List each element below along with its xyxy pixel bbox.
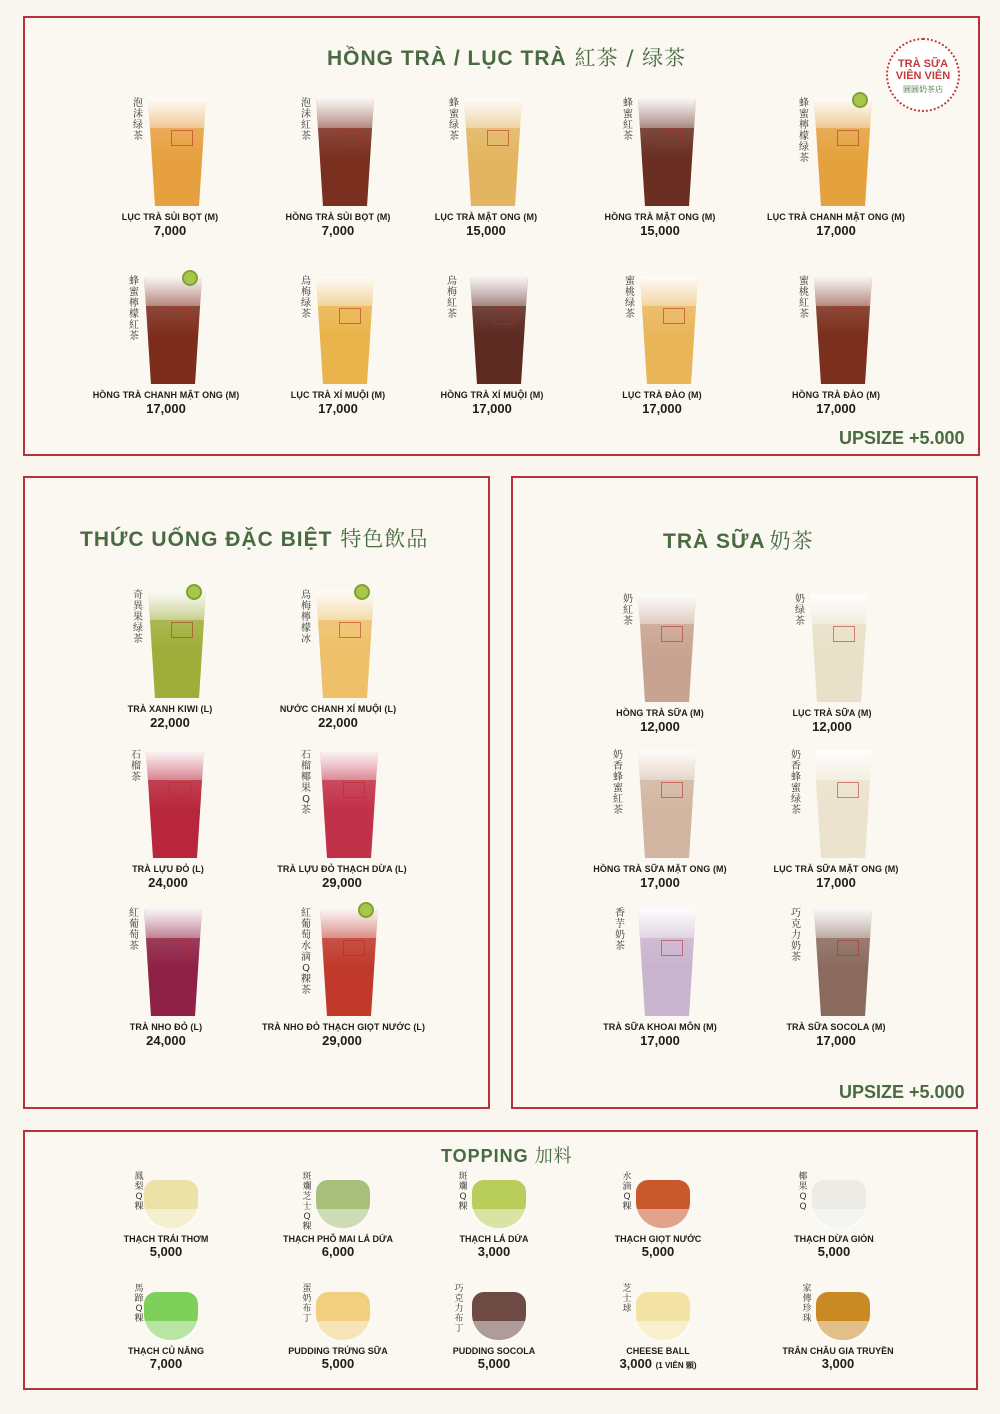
item-name-cn: 奶绿茶 — [795, 594, 805, 627]
item-name-cn: 蜂蜜绿茶 — [449, 98, 459, 142]
item-name: CHEESE BALL — [626, 1346, 690, 1356]
bowl-icon — [316, 1292, 370, 1340]
topping-image — [263, 1170, 413, 1234]
item-name: HỒNG TRÀ SỦI BỌT (M) — [285, 212, 391, 222]
menu-item — [756, 268, 916, 416]
tea-title-cn: 紅茶 / 绿茶 — [574, 46, 687, 70]
item-name-cn: 蜜桃绿茶 — [625, 276, 635, 320]
item-name-cn: 石榴茶 — [131, 750, 141, 783]
item-name: LỤC TRÀ ĐÀO (M) — [622, 390, 702, 400]
tea-section-title — [327, 42, 686, 72]
lemon-slice-icon — [182, 270, 198, 286]
tea-upsize-note: UPSIZE +5.000 — [839, 428, 965, 448]
menu-item — [756, 90, 916, 238]
item-price: 17,000 — [816, 223, 856, 238]
item-name: HỒNG TRÀ ĐÀO (M) — [791, 390, 881, 400]
drink-image — [580, 742, 740, 862]
cup-icon — [470, 276, 528, 384]
item-name-cn: 香芋奶茶 — [615, 908, 625, 952]
cup-icon — [316, 98, 374, 206]
bowl-icon — [472, 1180, 526, 1228]
cup-icon — [320, 750, 378, 858]
cup-icon — [814, 750, 872, 858]
bowl-icon — [636, 1180, 690, 1228]
item-price: 17,000 — [318, 401, 358, 416]
milk-tea-title-cn: 奶茶 — [769, 529, 814, 553]
item-name: THẠCH LÁ DỨA — [459, 1234, 529, 1244]
cup-icon — [146, 750, 204, 858]
item-price: 17,000 — [640, 875, 680, 890]
item-name: TRÀ NHO ĐỎ (L) — [129, 1022, 203, 1032]
menu-item — [262, 900, 426, 1048]
bowl-icon — [816, 1292, 870, 1340]
item-price: 17,000 — [816, 401, 856, 416]
item-price: 17,000 — [816, 875, 856, 890]
cup-icon — [814, 98, 872, 206]
drink-image — [756, 268, 916, 388]
drink-image — [752, 586, 912, 706]
item-price: 12,000 — [640, 719, 680, 734]
item-price: 5,000 — [149, 1244, 183, 1259]
item-price: 5,000 — [817, 1244, 851, 1259]
item-name: PUDDING TRỨNG SỮA — [288, 1346, 388, 1356]
topping-image — [759, 1170, 909, 1234]
special-section-title — [80, 523, 428, 553]
logo-line2: VIÊN VIÊN — [895, 70, 951, 82]
topping-title-cn: 加料 — [534, 1146, 573, 1167]
item-name: PUDDING SOCOLA — [452, 1346, 536, 1356]
item-price: 7,000 — [321, 223, 355, 238]
item-price: 5,000 — [641, 1244, 675, 1259]
topping-item — [91, 1282, 241, 1371]
milk-tea-upsize-note: UPSIZE +5.000 — [839, 1082, 965, 1102]
topping-image — [419, 1282, 569, 1346]
bowl-icon — [316, 1180, 370, 1228]
cup-icon — [316, 590, 374, 698]
menu-item — [258, 90, 418, 238]
menu-item — [262, 742, 422, 890]
menu-item — [580, 586, 740, 734]
item-price: 15,000 — [640, 223, 680, 238]
menu-item — [752, 586, 912, 734]
drink-image — [90, 582, 250, 702]
item-name-cn: 椰果QQ — [798, 1172, 808, 1212]
drink-image — [580, 900, 740, 1020]
item-name: THẠCH DỪA GIÒN — [794, 1234, 874, 1244]
lemon-slice-icon — [852, 92, 868, 108]
special-title-cn: 特色飲品 — [340, 527, 429, 551]
item-name-cn: 紅葡萄茶 — [129, 908, 139, 952]
cup-icon — [814, 276, 872, 384]
item-price: 3,000 — [821, 1356, 855, 1371]
cup-icon — [638, 98, 696, 206]
item-name-cn: 石榴椰果Q茶 — [301, 750, 311, 816]
item-name-cn: 巧克力布丁 — [454, 1284, 464, 1334]
item-price: 15,000 — [466, 223, 506, 238]
topping-item — [419, 1170, 569, 1259]
item-name-cn: 奶香蜂蜜紅茶 — [613, 750, 623, 816]
item-price: 5,000 — [477, 1356, 511, 1371]
item-name: TRÀ XANH KIWI (L) — [127, 704, 213, 714]
cup-icon — [144, 908, 202, 1016]
topping-title-vn: TOPPING — [441, 1146, 529, 1166]
topping-item — [419, 1282, 569, 1371]
drink-image — [580, 586, 740, 706]
menu-item — [406, 90, 566, 238]
cup-icon — [640, 276, 698, 384]
item-name: TRÀ SỮA KHOAI MÔN (M) — [603, 1022, 717, 1032]
bowl-icon — [812, 1180, 866, 1228]
topping-image — [583, 1282, 733, 1346]
item-price: 17,000 — [146, 401, 186, 416]
cup-icon — [148, 98, 206, 206]
item-name: TRÀ NHO ĐỎ THẠCH GIỌT NƯỚC (L) — [262, 1022, 426, 1032]
item-name-cn: 泡沫紅茶 — [301, 98, 311, 142]
item-price: 17,000 — [642, 401, 682, 416]
cup-icon — [320, 908, 378, 1016]
item-name-cn: 蜂蜜紅茶 — [623, 98, 633, 142]
menu-item — [580, 90, 740, 238]
item-name-cn: 斑斕Q粿 — [458, 1172, 468, 1212]
bowl-icon — [144, 1180, 198, 1228]
item-price: 7,000 — [153, 223, 187, 238]
item-name-cn: 奇異果绿茶 — [133, 590, 143, 645]
item-name-cn: 奶紅茶 — [623, 594, 633, 627]
drink-image — [86, 268, 246, 388]
item-price: 6,000 — [321, 1244, 355, 1259]
tea-title-vn: HỒNG TRÀ / LỤC TRÀ — [327, 47, 567, 70]
item-name-cn: 家傳珍珠 — [802, 1284, 812, 1324]
topping-image — [91, 1170, 241, 1234]
cup-icon — [316, 276, 374, 384]
item-price: 5,000 — [321, 1356, 355, 1371]
item-name: HỒNG TRÀ XÍ MUỘI (M) — [440, 390, 544, 400]
item-name: LỤC TRÀ SỦI BỌT (M) — [121, 212, 219, 222]
item-name-cn: 馬蹄Q粿 — [134, 1284, 144, 1324]
item-price: 29,000 — [322, 875, 362, 890]
item-price: 12,000 — [812, 719, 852, 734]
topping-item — [763, 1282, 913, 1371]
drink-image — [756, 742, 916, 862]
menu-item — [756, 900, 916, 1048]
topping-item — [583, 1170, 733, 1259]
item-name: HỒNG TRÀ CHANH MẬT ONG (M) — [92, 390, 240, 400]
drink-image — [258, 582, 418, 702]
item-name-cn: 芝士球 — [622, 1284, 632, 1314]
topping-section-title — [441, 1142, 573, 1168]
cup-icon — [638, 750, 696, 858]
item-price: 17,000 — [640, 1033, 680, 1048]
item-name: TRÀ LỰU ĐỎ (L) — [132, 864, 204, 874]
item-price — [583, 1356, 733, 1371]
drink-image — [406, 90, 566, 210]
cup-icon — [638, 908, 696, 1016]
item-name: LỤC TRÀ MẬT ONG (M) — [434, 212, 538, 222]
item-price-value: 3,000 — [619, 1356, 652, 1371]
item-name-cn: 蜂蜜檸檬紅茶 — [129, 276, 139, 342]
item-name-cn: 蜂蜜檸檬绿茶 — [799, 98, 809, 164]
lime-slice-icon — [358, 902, 374, 918]
item-name-cn: 鳳梨Q粿 — [134, 1172, 144, 1212]
item-name-cn: 烏梅紅茶 — [447, 276, 457, 320]
drink-image — [262, 742, 422, 862]
drink-image — [756, 900, 916, 1020]
topping-image — [91, 1282, 241, 1346]
item-name-cn: 蜜桃紅茶 — [799, 276, 809, 320]
drink-image — [262, 900, 422, 1020]
drink-image — [86, 900, 246, 1020]
cup-icon — [144, 276, 202, 384]
topping-image — [263, 1282, 413, 1346]
drink-image — [258, 90, 418, 210]
item-name: HỒNG TRÀ MẬT ONG (M) — [604, 212, 716, 222]
item-price: 24,000 — [146, 1033, 186, 1048]
topping-item — [91, 1170, 241, 1259]
item-price: 22,000 — [318, 715, 358, 730]
item-name: TRÀ LỰU ĐỎ THẠCH DỪA (L) — [277, 864, 407, 874]
item-price: 7,000 — [149, 1356, 183, 1371]
bowl-icon — [472, 1292, 526, 1340]
item-name: LỤC TRÀ SỮA MẬT ONG (M) — [773, 864, 899, 874]
menu-item — [756, 742, 916, 890]
menu-item — [258, 268, 418, 416]
item-price: 3,000 — [477, 1244, 511, 1259]
topping-image — [583, 1170, 733, 1234]
item-name: THẠCH PHÔ MAI LÁ DỨA — [283, 1234, 393, 1244]
menu-item — [258, 582, 418, 730]
topping-item — [583, 1282, 733, 1371]
item-name-cn: 烏梅檸檬冰 — [301, 590, 311, 645]
menu-item — [580, 742, 740, 890]
item-name-cn: 水滴Q粿 — [622, 1172, 632, 1212]
item-name: LỤC TRÀ SỮA (M) — [792, 708, 872, 718]
menu-item — [86, 900, 246, 1048]
topping-image — [763, 1282, 913, 1346]
item-name: THẠCH GIỌT NƯỚC — [614, 1234, 702, 1244]
item-name-cn: 斑斕芝士Q粿 — [302, 1172, 312, 1232]
menu-item — [90, 90, 250, 238]
item-price: 17,000 — [472, 401, 512, 416]
item-name: LỤC TRÀ XÍ MUỘI (M) — [290, 390, 386, 400]
menu-item — [412, 268, 572, 416]
topping-item — [759, 1170, 909, 1259]
cup-icon — [638, 594, 696, 702]
special-title-vn: THỨC UỐNG ĐẶC BIỆT — [80, 528, 333, 551]
item-name-cn: 奶香蜂蜜绿茶 — [791, 750, 801, 816]
topping-item — [263, 1170, 413, 1259]
milk-tea-section-title — [663, 525, 814, 555]
topping-image — [419, 1170, 569, 1234]
drink-image — [90, 90, 250, 210]
item-price: 24,000 — [148, 875, 188, 890]
cup-icon — [148, 590, 206, 698]
menu-item — [90, 582, 250, 730]
item-name: THẠCH CỦ NĂNG — [128, 1346, 204, 1356]
item-price: 17,000 — [816, 1033, 856, 1048]
lemon-slice-icon — [354, 584, 370, 600]
item-name: HỒNG TRÀ SỮA MẬT ONG (M) — [593, 864, 727, 874]
menu-item — [88, 742, 248, 890]
menu-item — [86, 268, 246, 416]
drink-image — [756, 90, 916, 210]
drink-image — [88, 742, 248, 862]
item-name: TRÀ SỮA SOCOLA (M) — [786, 1022, 886, 1032]
logo-line1: TRÀ SỮA — [897, 58, 949, 70]
item-name-cn: 紅葡萄水滴Q粿茶 — [301, 908, 311, 996]
cup-icon — [464, 98, 522, 206]
bowl-icon — [636, 1292, 690, 1340]
item-name: THẠCH TRÁI THƠM — [123, 1234, 209, 1244]
menu-item — [582, 268, 742, 416]
item-name-cn: 蛋奶布丁 — [302, 1284, 312, 1324]
item-price: 22,000 — [150, 715, 190, 730]
item-name-cn: 泡沫绿茶 — [133, 98, 143, 142]
drink-image — [580, 90, 740, 210]
milk-tea-title-vn: TRÀ SỮA — [663, 530, 766, 553]
cup-icon — [810, 594, 868, 702]
item-name: NƯỚC CHANH XÍ MUỘI (L) — [279, 704, 397, 714]
item-name: LỤC TRÀ CHANH MẬT ONG (M) — [767, 212, 905, 222]
item-price-note: (1 VIÊN 顆) — [655, 1361, 697, 1370]
menu-item — [580, 900, 740, 1048]
item-name-cn: 巧克力奶茶 — [791, 908, 801, 963]
logo-line3: 圓圓奶茶店 — [903, 85, 943, 94]
bowl-icon — [144, 1292, 198, 1340]
drink-image — [582, 268, 742, 388]
drink-image — [412, 268, 572, 388]
cup-icon — [814, 908, 872, 1016]
item-price: 29,000 — [322, 1033, 362, 1048]
drink-image — [258, 268, 418, 388]
item-name: TRÂN CHÂU GIA TRUYỀN — [782, 1346, 894, 1356]
item-name-cn: 烏梅绿茶 — [301, 276, 311, 320]
item-name: HỒNG TRÀ SỮA (M) — [616, 708, 704, 718]
lemon-slice-icon — [186, 584, 202, 600]
topping-item — [263, 1282, 413, 1371]
